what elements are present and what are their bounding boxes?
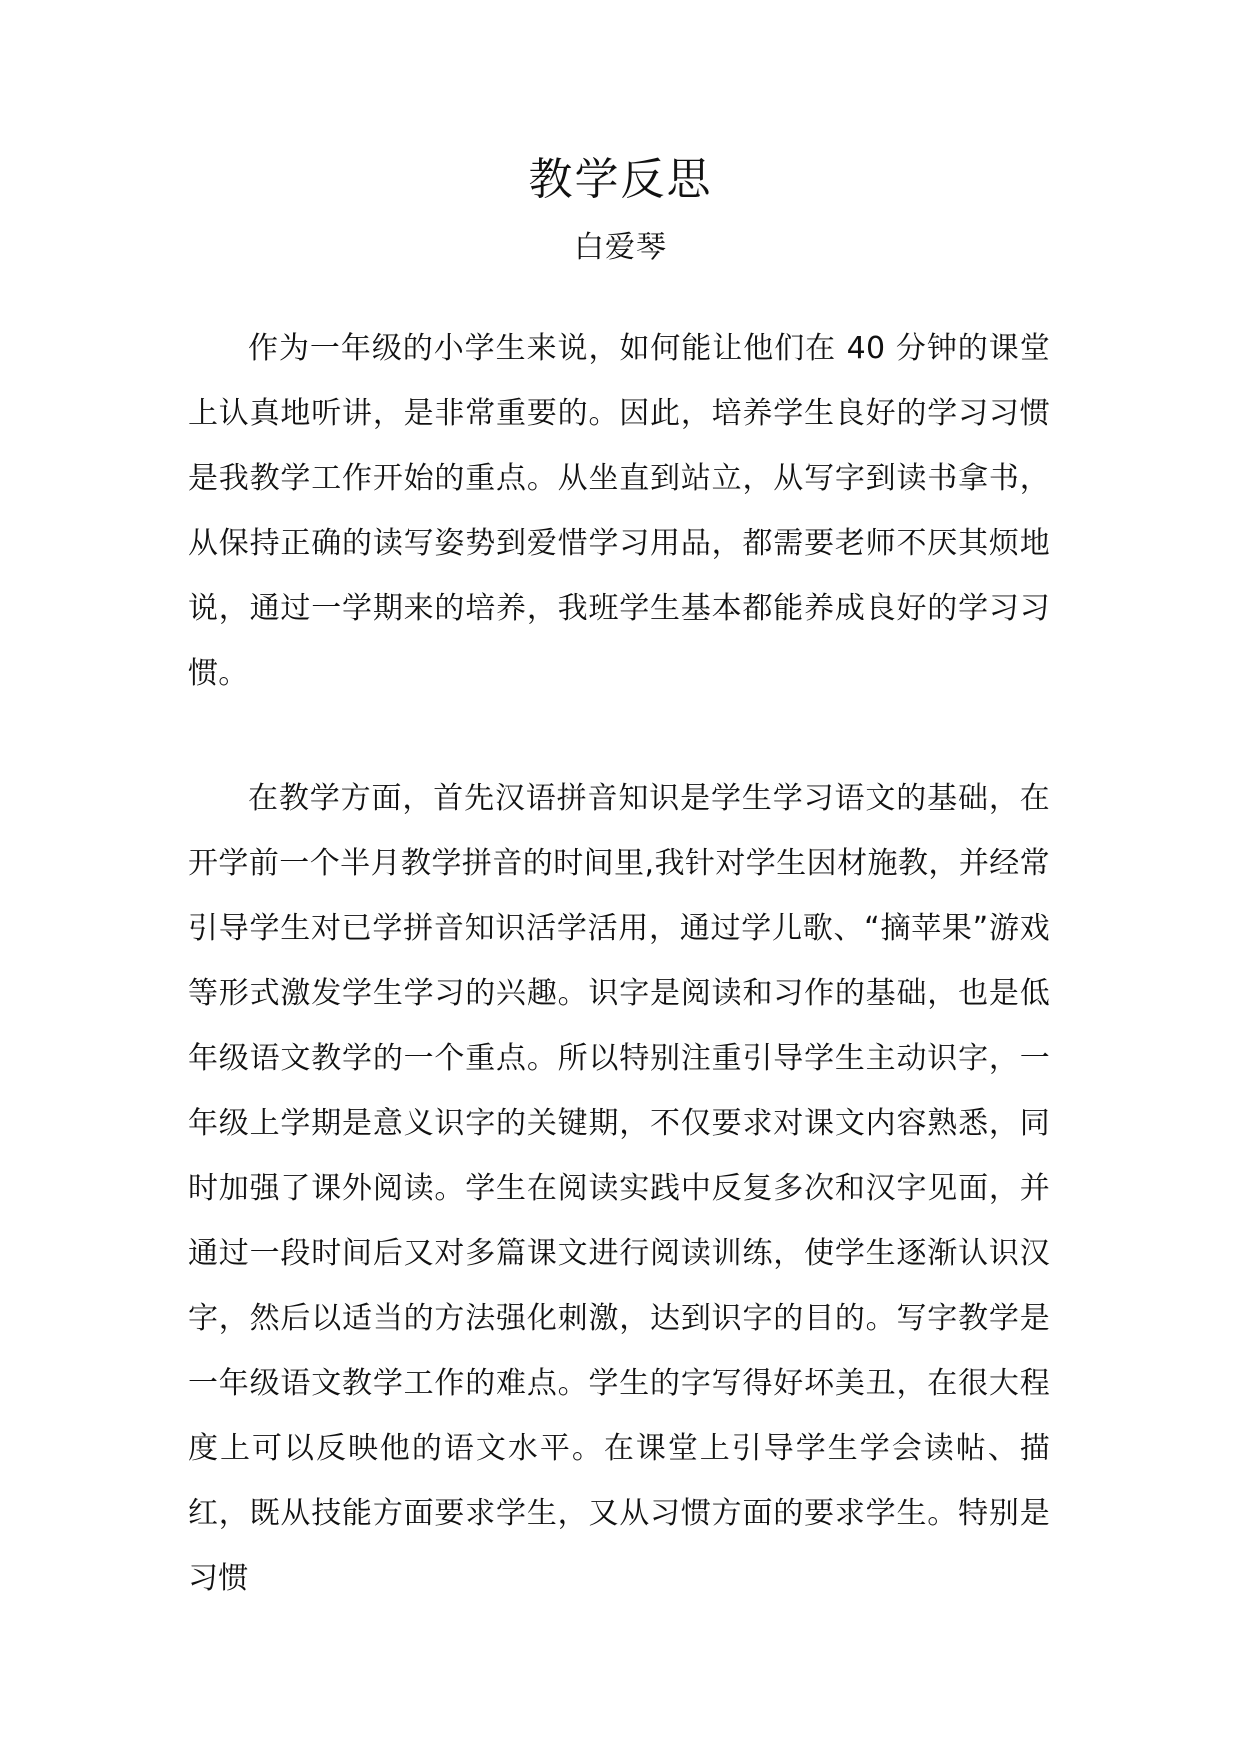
document-title: 教学反思 (528, 154, 713, 205)
paragraph-2: 在教学方面，首先汉语拼音知识是学生学习语文的基础，在开学前一个半月教学拼音的时间里,我针对学生因材施教，并经常引导学生对已学拼音知识活学活用，通过学儿歌、“摘苹果”游戏等形式激发学生学习的兴趣。识字是阅读和习作的基础，也是低年级语文教学的一个重点。所以特别注重引导学生主动识字，一年级上学期是意义识字的关键期，不仅要求对课文内容熟悉，同时加强了课外阅读。学生在阅读实践中反复多次和汉字见面，并通过一段时间后又对多篇课文进行阅读训练，使学生逐渐认识汉字，然后以适当的方法强化刺激，达到识字的目的。写字教学是一年级语文教学工作的难点。学生的字写得好坏美丑，在很大程度上可以反映他的语文水平。在课堂上引导学生学会读帖、描红，既从技能方面要求学生，又从习惯方面的要求学生。特别是习惯 (188, 781, 1050, 1596)
author-name: 白爱琴 (574, 230, 667, 265)
paragraph-1: 作为一年级的小学生来说，如何能让他们在 40 分钟的课堂上认真地听讲，是非常重要的。因此，培养学生良好的学习习惯是我教学工作开始的重点。从坐直到站立，从写字到读书拿书，从保持正确的读写姿势到爱惜学习用品，都需要老师不厌其烦地说，通过一学期来的培养，我班学生基本都能养成良好的学习习惯。 (188, 331, 1050, 691)
